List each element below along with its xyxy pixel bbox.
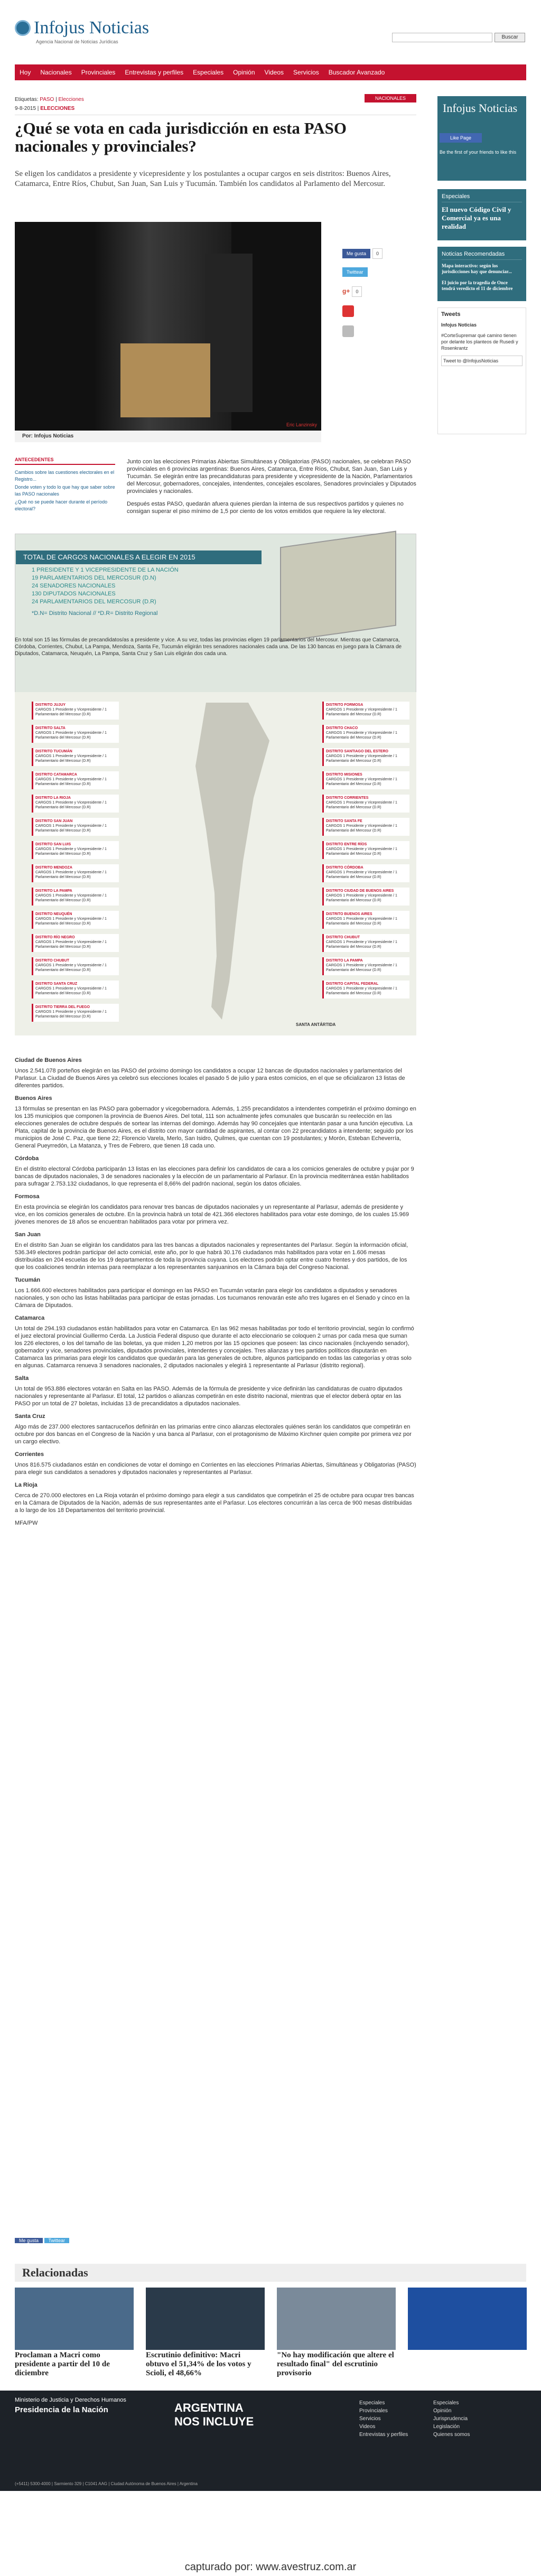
province-cargos: CARGOS 1 Presidente y Vicepresidente / 1 Parlamentario del Mercosur (D.R) xyxy=(35,824,107,833)
province-cargos: CARGOS 1 Presidente y Vicepresidente / 1 Parlamentario del Mercosur (D.R) xyxy=(35,847,107,856)
province-name: DISTRITO LA PAMPA xyxy=(326,959,363,963)
province-name: DISTRITO SANTA CRUZ xyxy=(35,982,78,986)
footer-link[interactable]: Provinciales xyxy=(359,2408,388,2414)
province-cargos: CARGOS 1 Presidente y Vicepresidente / 1 Parlamentario del Mercosur (D.R) xyxy=(326,917,397,926)
province-cargos: CARGOS 1 Presidente y Vicepresidente / 1 Parlamentario del Mercosur (D.R) xyxy=(35,987,107,995)
tags-label: Etiquetas: xyxy=(15,97,39,102)
gplus-icon[interactable]: g+ xyxy=(342,287,350,295)
section-heading: Córdoba xyxy=(15,1155,39,1162)
infographic-legend: *D.N= Distrito Nacional // *D.R= Distrito Regional xyxy=(32,610,158,617)
province-name: DISTRITO CÓRDOBA xyxy=(326,866,363,870)
section-heading: Buenos Aires xyxy=(15,1095,52,1102)
province-card xyxy=(32,934,119,952)
province-cargos: CARGOS 1 Presidente y Vicepresidente / 1 Parlamentario del Mercosur (D.R) xyxy=(35,778,107,786)
facebook-widget xyxy=(437,96,526,181)
province-cargos: CARGOS 1 Presidente y Vicepresidente / 1 Parlamentario del Mercosur (D.R) xyxy=(35,871,107,879)
presidency-name: Presidencia de la Nación xyxy=(15,2405,108,2414)
province-name: DISTRITO TUCUMÁN xyxy=(35,750,72,753)
fb-like-button[interactable]: Me gusta xyxy=(342,249,370,258)
footer-links-2 xyxy=(433,2399,470,2439)
province-card xyxy=(32,981,119,998)
fb-count: 0 xyxy=(372,248,383,259)
breadcrumb: Etiquetas: PASO | Elecciones xyxy=(15,97,84,102)
paragraph: Un total de 953.886 electores votarán en Salta en las PASO. Además de la fórmula de presidente y vice definirán las candidaturas de cuatro diputados nacionales y representante al Parlasur. El total, 12 partidos o alianzas competirán en este distrito nacional, mientras que el elector deberá optar en las PASO por un total de 27 boletas, incluidas 13 de precandidatos a diputados nacionales. xyxy=(15,1386,403,1407)
cargo-item: 1 PRESIDENTE Y 1 VICEPRESIDENTE DE LA NACIÓN xyxy=(32,567,179,573)
related-title[interactable]: Proclaman a Macri como presidente a partir del 10 de diciembre xyxy=(15,2351,110,2377)
paragraph: En total son 15 las fórmulas de precandidatos/as a presidente y vice. A su vez, todas las provincias eligen 19 parlamentarios del Mercosur. Mientras que Catamarca, Córdoba, Corrientes, Chubut, La Pampa, Mendoza, Santa Fe, Tucumán eligirán tres senadores nacionales cada una. De las 130 bancas en juego para la Cámara de Diputados, Catamarca, Neuquén, La Pampa, Santa Cruz y San Luis eligirán dos cada una. xyxy=(15,637,402,657)
nav-videos[interactable]: Videos xyxy=(264,69,284,76)
search-input[interactable] xyxy=(392,33,492,42)
gplus-count: 0 xyxy=(352,286,362,297)
province-cargos: CARGOS 1 Presidente y Vicepresidente / 1 Parlamentario del Mercosur (D.R) xyxy=(35,894,107,902)
province-name: DISTRITO BUENOS AIRES xyxy=(326,912,372,916)
footer-link[interactable]: Especiales xyxy=(359,2400,385,2406)
province-card xyxy=(32,818,119,836)
ballot-illustration xyxy=(280,531,396,642)
section-heading: Tucumán xyxy=(15,1277,41,1283)
especiales-heading: Especiales xyxy=(442,193,522,202)
article-title: ¿Qué se vota en cada jurisdicción en esta PASO nacionales y provinciales? xyxy=(15,119,347,155)
province-name: DISTRITO JUJUY xyxy=(35,703,66,707)
nav-provinciales[interactable]: Provinciales xyxy=(81,69,116,76)
nav-hoy[interactable]: Hoy xyxy=(20,69,31,76)
paragraph: Unos 2.541.078 porteños elegirán en las PASO del próximo domingo los candidatos a ocupar 12 bancas de diputados nacionales y parlamentarios del Parlasur. La Ciudad de Buenos Aires ya celebró sus elecciones locales el pasado 5 de julio y para estos comicios, en el que se oficializaron 13 listas de diferentes partidos. xyxy=(15,1068,405,1089)
province-name: DISTRITO FORMOSA xyxy=(326,703,363,707)
site-name-a: Infojus xyxy=(34,18,89,38)
province-cargos: CARGOS 1 Presidente y Vicepresidente / 1 Parlamentario del Mercosur (D.R) xyxy=(326,847,397,856)
province-card xyxy=(322,864,409,882)
paragraph: En el distrito electoral Córdoba participarán 13 listas en las elecciones para definir los candidatos de cara a los comicios generales de octubre y pujar por 9 bancas de diputados nacionales, 3 de senadores nacionales y la elección de un parlamentario al Parlasur. En la provincia mediterránea están habilitados para sufragar 2.753.132 ciudadanos, lo que representa el 8,66% del padrón nacional, según los datos oficiales. xyxy=(15,1166,414,1187)
related-heading: Relacionadas xyxy=(15,2264,526,2282)
paragraph: Después estas PASO, quedarán afuera quienes pierdan la interna de sus respectivos partidos y quienes no consigan superar el piso mínimo de 1,5 por ciento de los votos emitidos que requiere la ley electoral. xyxy=(127,501,404,515)
province-card xyxy=(32,748,119,766)
province-cargos: CARGOS 1 Presidente y Vicepresidente / 1 Parlamentario del Mercosur (D.R) xyxy=(35,708,107,716)
section-heading: La Rioja xyxy=(15,1482,38,1488)
province-name: DISTRITO LA RIOJA xyxy=(35,796,71,800)
section-heading: San Juan xyxy=(15,1231,41,1238)
article-section: ELECCIONES xyxy=(40,106,75,111)
footer-link[interactable]: Especiales xyxy=(433,2400,459,2406)
cargo-item: 19 PARLAMENTARIOS DEL MERCOSUR (D.N) xyxy=(32,575,156,581)
tweet-button[interactable]: Twittear xyxy=(342,267,368,277)
province-name: DISTRITO LA PAMPA xyxy=(35,889,72,893)
province-cargos: CARGOS 1 Presidente y Vicepresidente / 1 Parlamentario del Mercosur (D.R) xyxy=(326,801,397,809)
paragraph: Un total de 294.193 ciudadanos están habilitados para votar en Catamarca. En las 962 mesas habilitadas por todo el territorio provincial, según lo confirmó el juez electoral provincial Guillermo Cerda. La Justicia Federal dispuso que durante el acto eleccionario se coloquen 2 urnas por cada mesa que suman los 226 electores, o los del tamaño de las boletas, ya que miden 1,20 metros por las 15 opciones que poseen: las cinco nacionales (incluyendo senador), gobernador y vice, senadores provinciales, diputados provinciales, intendentes y concejales. Tres alianzas y tres partidos políticos disputarán en Catamarca las primarias para elegir los candidatos que quedarán para las generales de octubre, algunos participando en todas las categorías y otras solo en algunas. Catamarca renueva 3 senadores nacionales, 2 diputados nacionales y elegirá 1 representante al Parlasur (distrito regional). xyxy=(15,1326,414,1369)
province-name: DISTRITO CHUBUT xyxy=(35,959,70,963)
province-card xyxy=(32,795,119,813)
province-card xyxy=(322,725,409,743)
province-cargos: CARGOS 1 Presidente y Vicepresidente / 1 Parlamentario del Mercosur (D.R) xyxy=(326,708,397,716)
paragraph: Los 1.666.600 electores habilitados para participar el domingo en las PASO en Tucumán votarán para elegir los candidatos a diputados y senadores nacionales, y son ocho las listas habilitadas para participar de estas jornadas. Los tucumanos renovarán este año tres lugares en el Senado y cinco en la Cámara de Diputados. xyxy=(15,1287,410,1309)
paragraph: En esta provincia se elegirán los candidatos para renovar tres bancas de diputados nacionales y un representante al Parlasur, además de presidente y vice, en los comicios generales de octubre. En la provincia habrá un total de 421.366 electores habilitados para votar este domingo, de los cuales 15.969 jóvenes menores de 18 años se encuentran habilitados para votar por primera vez. xyxy=(15,1204,409,1225)
footer-link[interactable]: Videos xyxy=(359,2424,376,2430)
province-card xyxy=(322,818,409,836)
related-article[interactable] xyxy=(408,2288,527,2362)
footer-link[interactable]: Quienes somos xyxy=(433,2432,470,2438)
tweet-author[interactable]: Infojus Noticias xyxy=(441,322,477,328)
province-card xyxy=(32,771,119,789)
nav-opinion[interactable]: Opinión xyxy=(233,69,255,76)
paragraph: Unos 816.575 ciudadanos están en condiciones de votar el domingo en Corrientes en las elecciones Primarias Abiertas, Simultáneas y Obligatorias (PASO) para elegir sus candidatos a senadores y diputados nacionales y representantes al Parlasur. xyxy=(15,1462,416,1476)
footer-link[interactable]: Opinión xyxy=(433,2408,452,2414)
province-cargos: CARGOS 1 Presidente y Vicepresidente / 1 Parlamentario del Mercosur (D.R) xyxy=(35,731,107,740)
footer-link[interactable]: Entrevistas y perfiles xyxy=(359,2432,408,2438)
photo-credit: Eric Lanzinsky xyxy=(286,422,317,427)
province-name: DISTRITO NEUQUÉN xyxy=(35,912,72,916)
related-link[interactable]: ¿Qué no se puede hacer durante el período electoral? xyxy=(15,499,108,511)
footer-link[interactable]: Legislación xyxy=(433,2424,460,2430)
nav-especiales[interactable]: Especiales xyxy=(193,69,224,76)
province-cargos: CARGOS 1 Presidente y Vicepresidente / 1 Parlamentario del Mercosur (D.R) xyxy=(326,778,397,786)
section-heading: Salta xyxy=(15,1375,29,1382)
argentina-logo: ARGENTINA NOS INCLUYE xyxy=(174,2401,254,2428)
paragraph: Cerca de 270.000 electores en La Rioja votarán el próximo domingo para elegir a sus candidatos que competirán el 25 de octubre para ocupar tres bancas en la Cámara de Diputados de la Nación, además de sus representantes ante el Parlasur. Los electores concurrirán a las cerca de 900 mesas distribuidas a lo largo de los 18 Departamentos del territorio provincial. xyxy=(15,1492,414,1514)
province-card xyxy=(322,981,409,998)
province-name: DISTRITO MISIONES xyxy=(326,773,362,777)
province-name: DISTRITO RÍO NEGRO xyxy=(35,936,75,939)
date-bar: 9-8-2015 | ELECCIONES xyxy=(15,106,416,115)
section-badge[interactable]: NACIONALES xyxy=(365,94,416,102)
recommended-box xyxy=(437,247,526,301)
province-name: DISTRITO SAN JUAN xyxy=(35,819,73,823)
nav-servicios[interactable]: Servicios xyxy=(293,69,319,76)
tweet-button[interactable]: Twittear xyxy=(44,2238,70,2243)
tweet-to-button[interactable]: Tweet to @InfojusNoticias xyxy=(441,356,523,366)
infographic-title: TOTAL DE CARGOS NACIONALES A ELEGIR EN 2015 xyxy=(16,550,262,564)
province-card xyxy=(32,957,119,975)
province-name: DISTRITO CHACO xyxy=(326,726,358,730)
footer-address: (+5411) 5300-4000 | Sarmiento 329 | C1041 AAG | Ciudad Autónoma de Buenos Aires | Argentina xyxy=(15,2481,198,2486)
province-card xyxy=(32,864,119,882)
nav-nacionales[interactable]: Nacionales xyxy=(40,69,72,76)
article-lead: Se eligen los candidatos a presidente y vicepresidente y los postulantes a ocupar cargos en seis distritos: Buenos Aires, Catamarca, Entre Ríos, Chubut, San Juan, San Luis y Tucumán. También los candidatos al Parlamento del Mercosur. xyxy=(15,170,391,188)
province-name: DISTRITO CAPITAL FEDERAL xyxy=(326,982,379,986)
section-heading: Formosa xyxy=(15,1193,40,1200)
province-card xyxy=(322,888,409,906)
tag-paso[interactable]: PASO xyxy=(40,97,54,102)
related-link[interactable]: Cambios sobre las cuestiones electorales en el Registro... xyxy=(15,470,115,482)
twitter-widget xyxy=(437,307,526,434)
paragraph: MFA/PW xyxy=(15,1520,38,1526)
tag-elecciones[interactable]: Elecciones xyxy=(58,97,84,102)
province-card xyxy=(322,957,409,975)
province-name: DISTRITO CIUDAD DE BUENOS AIRES xyxy=(326,889,394,893)
province-card xyxy=(322,748,409,766)
related-title[interactable]: Escrutinio definitivo: Macri obtuvo el 51,34% de los votos y Scioli, el 48,66% xyxy=(146,2351,251,2377)
site-tagline: Agencia Nacional de Noticias Jurídicas xyxy=(36,39,118,44)
especial-link[interactable]: El nuevo Código Civil y Comercial ya es una realidad xyxy=(442,206,511,230)
footer-links xyxy=(359,2399,408,2439)
recommended-link[interactable]: El juicio por la tragedia de Once tendrá veredicto el 11 de diciembre xyxy=(442,280,513,291)
province-name: DISTRITO ENTRE RÍOS xyxy=(326,843,367,846)
sidebar xyxy=(437,96,526,434)
province-cargos: CARGOS 1 Presidente y Vicepresidente / 1 Parlamentario del Mercosur (D.R) xyxy=(35,940,107,949)
nav-entrevistas[interactable]: Entrevistas y perfiles xyxy=(125,69,184,76)
province-name: DISTRITO TIERRA DEL FUEGO xyxy=(35,1005,90,1009)
fb-friends-text: Be the first of your friends to like this xyxy=(440,150,517,155)
ballot-box xyxy=(120,343,210,417)
recommended-heading: Noticias Recomendadas xyxy=(442,251,522,260)
province-name: DISTRITO MENDOZA xyxy=(35,866,72,870)
ministry-name: Ministerio de Justicia y Derechos Humanos xyxy=(15,2397,126,2403)
email-icon[interactable] xyxy=(342,325,354,337)
paragraph: Algo más de 237.000 electores santacruceños definirán en las primarias entre cinco alianzas electorales quiénes serán los candidatos que competirán en octubre por dos bancas en el Congreso de la Nación y una banca al Parlasur, con el protagonismo de Máximo Kirchner quien compite por primera vez por un cargo electivo. xyxy=(15,1424,412,1445)
province-cargos: CARGOS 1 Presidente y Vicepresidente / 1 Parlamentario del Mercosur (D.R) xyxy=(326,964,397,972)
recommended-link[interactable]: Mapa interactivo: según los jurisdicciones hay que denunciar... xyxy=(442,263,512,274)
header xyxy=(0,0,541,63)
paragraph: Junto con las elecciones Primarias Abiertas Simultáneas y Obligatorias (PASO) nacionales, se celebran PASO provinciales en 6 provincias argentinas: Buenos Aires, Catamarca, Entre Ríos, Chubut, San Juan, San Luis y Tucumán. Se elegirán entre las precandidaturas para presidente y vicepresidente de la Nación, Parlamentarios del Mercosur, gobernadores, concejales, intendentes, concejales escolares, Senadores provinciales y Diputados provinciales y nacionales. xyxy=(127,459,416,494)
cargo-item: 130 DIPUTADOS NACIONALES xyxy=(32,591,116,597)
paragraph: En el distrito San Juan se eligirán los candidatos para las tres bancas a diputados nacionales y representantes del Parlasur. Según la información oficial, 536.349 electores podrán participar del acto comicial, este año, por lo que habrá 30.176 ciudadanos más habilitados para votar en 1.606 mesas distribuidas en 204 escuelas de los 19 departamentos de toda la provincia cuyana. Los electores podrán optar entre cuatro frentes y dos partidos, de los que los coaliciones tendrán internas para reemplazar a los representantes sanjuaninos en la Cámara baja del Congreso Nacional. xyxy=(15,1242,408,1271)
capture-credit: capturado por: www.avestruz.com.ar xyxy=(184,2561,357,2573)
province-card xyxy=(32,725,119,743)
province-card xyxy=(322,841,409,859)
province-card xyxy=(32,841,119,859)
search-button[interactable]: Buscar xyxy=(495,33,525,42)
province-cargos: CARGOS 1 Presidente y Vicepresidente / 1 Parlamentario del Mercosur (D.R) xyxy=(35,801,107,809)
province-name: DISTRITO CATAMARCA xyxy=(35,773,77,777)
related-heading: ANTECEDENTES xyxy=(15,457,115,465)
fb-like-page-button[interactable]: Like Page xyxy=(440,133,482,143)
province-card xyxy=(32,1004,119,1022)
related-article[interactable] xyxy=(277,2288,396,2377)
print-icon[interactable] xyxy=(342,305,354,317)
province-card xyxy=(322,795,409,813)
paragraph: 13 fórmulas se presentan en las PASO para gobernador y vicegobernadora. Además, 1.255 precandidatos a intendentes competirán el próximo domingo en los 135 municipios que componen la provincia de Buenos Aires. Del total, 111 son actualmente jefes comunales que buscarán su reelección en las elecciones generales de octubre después de sortear las internas del domingo. Además hay 90 concejales que intentarán pasar a una función ejecutiva. La Plata, capital de la provincia de Buenos Aires, es el distrito con mayor cantidad de aspirantes, al contar con 22 precandidatos a intendente; seguido por los municipios de José C. Paz, que tiene 22; Florencio Varela, Merlo, San Isidro, Quilmes, que cuentan con 19 postulantes; y Morón, Esteban Echeverría, General Pueyrredón, La Matanza, y Tres de Febrero, que tienen 18 cada uno. xyxy=(15,1106,416,1149)
province-card xyxy=(32,702,119,720)
province-cargos: CARGOS 1 Presidente y Vicepresidente / 1 Parlamentario del Mercosur (D.R) xyxy=(35,964,107,972)
share-panel xyxy=(342,248,416,346)
province-cargos: CARGOS 1 Presidente y Vicepresidente / 1 Parlamentario del Mercosur (D.R) xyxy=(35,1010,107,1019)
province-cargos: CARGOS 1 Presidente y Vicepresidente / 1 Parlamentario del Mercosur (D.R) xyxy=(35,754,107,763)
site-logo[interactable] xyxy=(15,16,152,48)
province-name: DISTRITO SANTIAGO DEL ESTERO xyxy=(326,750,388,753)
province-card xyxy=(322,911,409,929)
province-card xyxy=(32,911,119,929)
bottom-share xyxy=(15,2238,173,2247)
related-title[interactable]: "No hay modificación que altere el resultado final" del escrutinio provisorio xyxy=(277,2351,394,2377)
cargo-item: 24 SENADORES NACIONALES xyxy=(32,583,116,589)
province-name: DISTRITO SANTA FE xyxy=(326,819,362,823)
province-cargos: CARGOS 1 Presidente y Vicepresidente / 1 Parlamentario del Mercosur (D.R) xyxy=(326,940,397,949)
article-photo xyxy=(15,222,321,431)
province-cargos: CARGOS 1 Presidente y Vicepresidente / 1 Parlamentario del Mercosur (D.R) xyxy=(326,824,397,833)
footer-link[interactable]: Jurisprudencia xyxy=(433,2416,468,2422)
related-article[interactable] xyxy=(146,2288,265,2377)
tweet-text: #CorteSupremar qué camino tienen por delante los planteos de Rusedi y Rosenkrantz xyxy=(441,333,518,351)
cargo-item: 24 PARLAMENTARIOS DEL MERCOSUR (D.R) xyxy=(32,599,156,605)
province-name: DISTRITO SAN LUIS xyxy=(35,843,71,846)
main-nav xyxy=(15,64,526,80)
province-cargos: CARGOS 1 Presidente y Vicepresidente / 1 Parlamentario del Mercosur (D.R) xyxy=(326,871,397,879)
antarctica-label: SANTA ANTÁRTIDA xyxy=(296,1022,336,1027)
byline: Por: Infojus Noticias xyxy=(15,431,321,442)
article-date: 9-8-2015 xyxy=(15,106,36,111)
province-cargos: CARGOS 1 Presidente y Vicepresidente / 1 Parlamentario del Mercosur (D.R) xyxy=(326,987,397,995)
footer xyxy=(0,2391,541,2491)
section-heading: Ciudad de Buenos Aires xyxy=(15,1057,82,1063)
province-name: DISTRITO SALTA xyxy=(35,726,66,730)
province-cargos: CARGOS 1 Presidente y Vicepresidente / 1 Parlamentario del Mercosur (D.R) xyxy=(326,754,397,763)
province-cargos: CARGOS 1 Presidente y Vicepresidente / 1 Parlamentario del Mercosur (D.R) xyxy=(326,894,397,902)
province-cargos: CARGOS 1 Presidente y Vicepresidente / 1 Parlamentario del Mercosur (D.R) xyxy=(326,731,397,740)
related-article[interactable] xyxy=(15,2288,134,2377)
footer-link[interactable]: Servicios xyxy=(359,2416,381,2422)
article-body xyxy=(15,1051,416,1532)
fb-like-button[interactable]: Me gusta xyxy=(15,2238,43,2243)
related-links-box xyxy=(15,457,115,514)
cargos-list xyxy=(32,566,254,606)
province-name: DISTRITO CORRIENTES xyxy=(326,796,369,800)
province-name: DISTRITO CHUBUT xyxy=(326,936,360,939)
tweets-heading: Tweets xyxy=(441,311,461,318)
section-heading: Santa Cruz xyxy=(15,1413,45,1420)
especiales-box xyxy=(437,189,526,240)
province-card xyxy=(322,771,409,789)
province-cargos: CARGOS 1 Presidente y Vicepresidente / 1 Parlamentario del Mercosur (D.R) xyxy=(35,917,107,926)
globe-icon xyxy=(15,20,31,36)
province-card xyxy=(32,888,119,906)
nav-buscador[interactable]: Buscador Avanzado xyxy=(328,69,385,76)
province-card xyxy=(322,934,409,952)
site-name-b: Noticias xyxy=(89,18,150,38)
section-heading: Catamarca xyxy=(15,1315,45,1321)
section-heading: Corrientes xyxy=(15,1451,44,1458)
related-link[interactable]: Donde voten y todo lo que hay que saber sobre las PASO nacionales xyxy=(15,484,115,497)
fb-page-name: Infojus Noticias xyxy=(443,101,518,115)
province-card xyxy=(322,702,409,720)
